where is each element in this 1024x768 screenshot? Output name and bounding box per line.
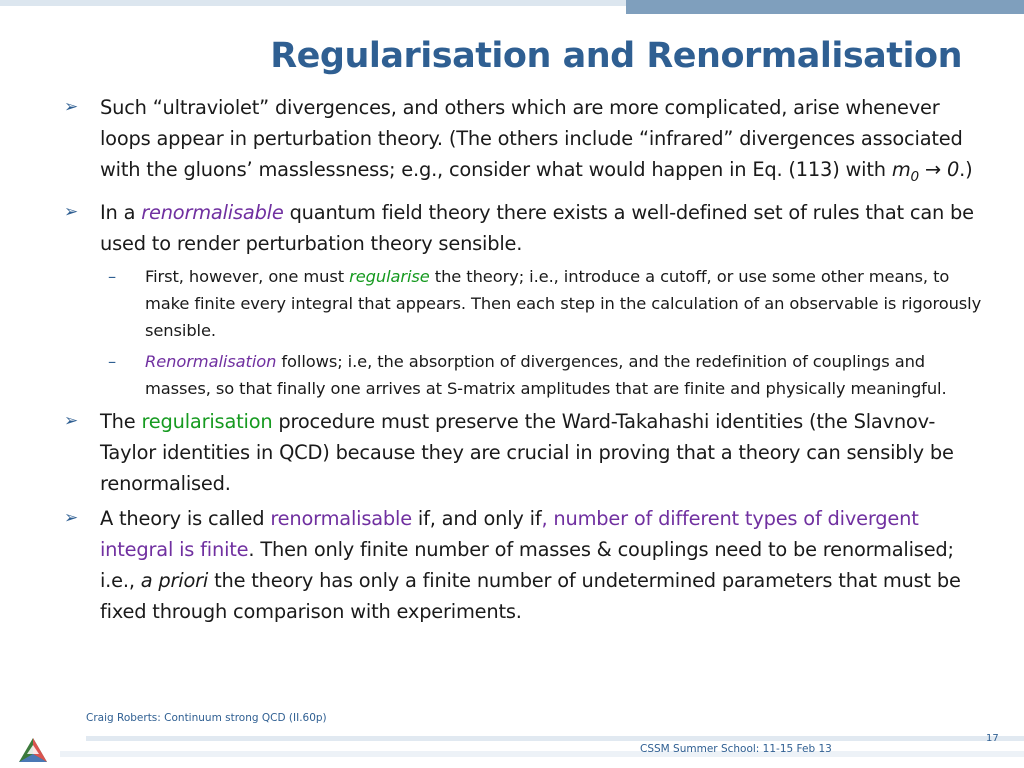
footer-divider [86,736,1024,741]
text-run: 0 [910,168,919,185]
text-run: regularise [349,266,430,286]
arrow-bullet-icon: ➢ [64,201,79,222]
text-run: a priori [140,568,209,592]
footer-event: CSSM Summer School: 11-15 Feb 13 [640,743,832,755]
text-run: The [100,409,142,433]
slide-content [64,92,984,631]
dash-bullet-icon: – [108,266,117,286]
text-run: A theory is called [100,506,271,530]
text-run: if, and only if [411,506,542,530]
text-run: Renormalisation [145,351,277,371]
text-run: renormalisable [141,200,284,224]
text-run: renormalisable [270,506,412,530]
page-number: 17 [986,733,999,744]
logo-icon [18,737,48,763]
text-run: First, however, one must [145,266,350,286]
bullet-item [64,406,984,499]
text-run: , number of different types of divergent integral is finite [100,506,919,561]
text-run: → 0 [918,158,960,181]
top-decor-dark [626,0,1024,14]
text-run: regularisation [141,409,273,433]
arrow-bullet-icon: ➢ [64,97,79,117]
arrow-bullet-icon: ➢ [64,507,79,528]
text-run: the theory; i.e., introduce a cutoff, or use some other means, to make finite every integral that appears. Then each step in the calculation of an observable is rigorously sensible. [145,266,982,340]
sub-bullet-item [64,263,984,344]
text-run: Such “ultraviolet” divergences, and others which are more complicated, arise whenever loops appear in perturbation theory. (The others include “infrared” divergences associated with the gluons’ masslessness; e.g., consider what would happen in Eq. (113) with [100,96,963,181]
bullet-item [64,197,984,259]
arrow-bullet-icon: ➢ [64,410,79,431]
top-decor-bar [0,0,1024,14]
text-run: . Then only finite number of masses & couplings need to be renormalised; i.e., [100,537,954,592]
text-run: procedure must preserve the Ward-Takahashi identities (the Slavnov-Taylor identities in QCD) because they are crucial in proving that a theory can sensibly be renormalised. [100,409,954,495]
slide-title: Regularisation and Renormalisation [270,36,962,76]
footer-author: Craig Roberts: Continuum strong QCD (II.60p) [86,712,327,724]
footer-divider-lower [60,751,1024,757]
text-run: In a [100,200,142,224]
text-run: .) [959,158,973,181]
dash-bullet-icon: – [108,351,117,371]
bullet-item [64,503,984,627]
text-run: m [891,158,911,181]
sub-bullet-item [64,348,984,402]
text-run: the theory has only a finite number of undetermined parameters that must be fixed through comparison with experiments. [100,568,961,623]
text-run: follows; i.e, the absorption of divergences, and the redefinition of couplings and masses, so that finally one arrives at S-matrix amplitudes that are finite and physically meaningful. [145,351,947,398]
text-run: quantum field theory there exists a well-defined set of rules that can be used to render perturbation theory sensible. [100,200,974,255]
bullet-item [64,92,984,193]
